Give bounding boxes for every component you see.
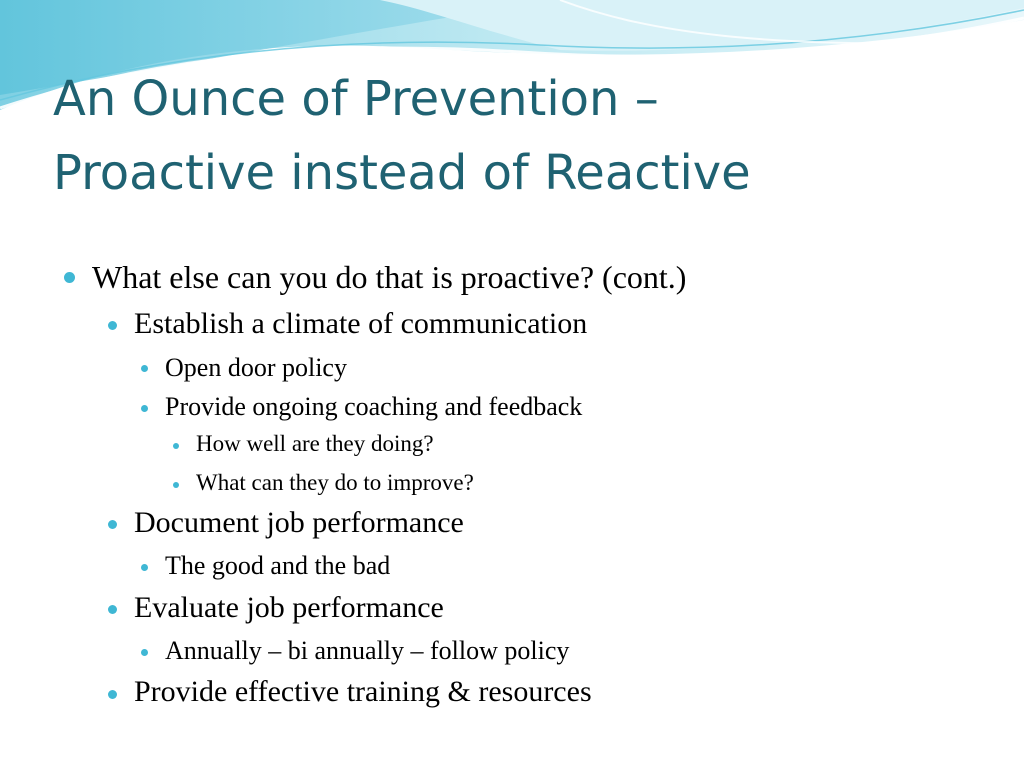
title-line-2: Proactive instead of Reactive bbox=[53, 145, 751, 201]
bullet-icon bbox=[64, 272, 75, 283]
bullet-level4: How well are they doing? bbox=[196, 431, 434, 456]
bullet-icon bbox=[141, 405, 148, 412]
bullet-icon bbox=[173, 482, 179, 488]
bullet-level3: Provide ongoing coaching and feedback bbox=[165, 392, 583, 421]
bullet-level3: Open door policy bbox=[165, 353, 347, 382]
title-line-1: An Ounce of Prevention – bbox=[53, 71, 659, 127]
bullet-icon bbox=[141, 649, 148, 656]
bullet-icon bbox=[108, 321, 117, 330]
bullet-level3: The good and the bad bbox=[165, 551, 391, 580]
bullet-level2: Provide effective training & resources bbox=[134, 675, 592, 708]
bullet-level3: Annually – bi annually – follow policy bbox=[165, 636, 570, 665]
bullet-level2: Evaluate job performance bbox=[134, 591, 444, 624]
bullet-icon bbox=[141, 365, 148, 372]
bullet-level2: Establish a climate of communication bbox=[134, 307, 588, 340]
bullet-level4: What can they do to improve? bbox=[196, 470, 474, 495]
bullet-icon bbox=[108, 520, 117, 529]
bullet-icon bbox=[108, 605, 117, 614]
bullet-icon bbox=[108, 690, 117, 699]
bullet-icon bbox=[173, 443, 179, 449]
bullet-level1: What else can you do that is proactive? (cont.) bbox=[92, 259, 687, 295]
bullet-icon bbox=[141, 564, 148, 571]
bullet-level2: Document job performance bbox=[134, 506, 464, 539]
